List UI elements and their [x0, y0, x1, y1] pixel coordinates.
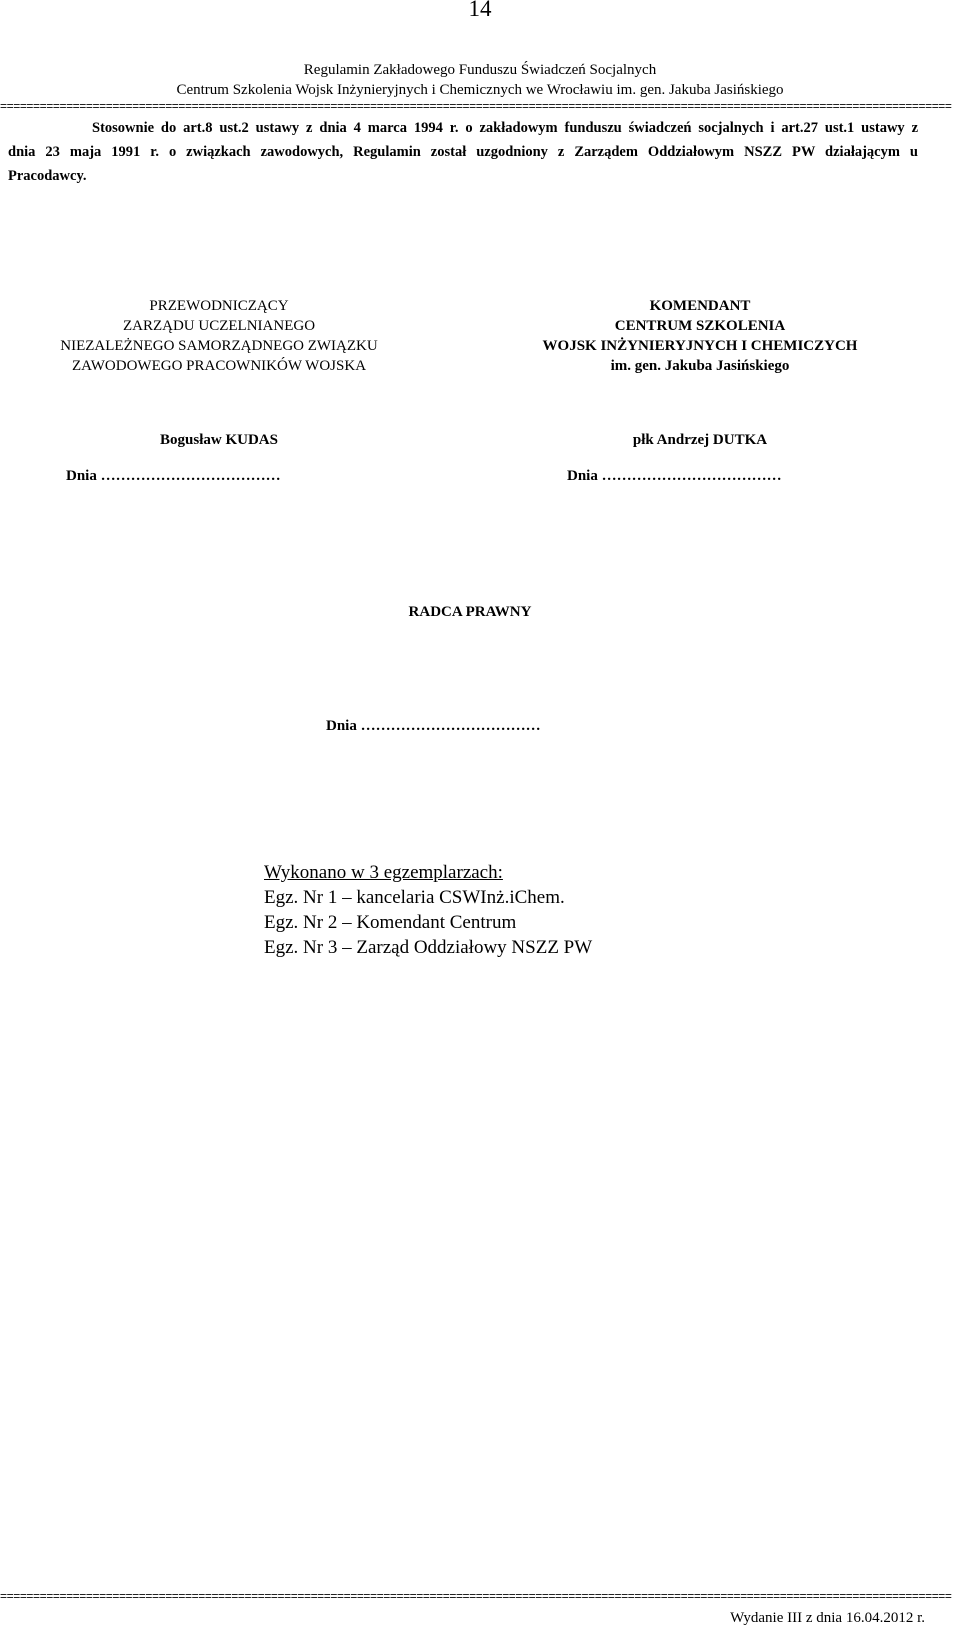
commandant-date-field: Dnia ……………………………… [567, 468, 782, 484]
union-chairman-block [0, 296, 438, 376]
union-title-line-1: PRZEWODNICZĄCY [149, 298, 289, 314]
header-title: Regulamin Zakładowego Funduszu Świadczeń Socjalnych [303, 62, 657, 78]
copy-item-3: Egz. Nr 3 – Zarząd Oddziałowy NSZZ PW [264, 937, 593, 958]
union-title-line-3: NIEZALEŻNEGO SAMORZĄDNEGO ZWIĄZKU [60, 338, 378, 354]
commandant-title-line-1: KOMENDANT [649, 298, 751, 314]
union-title-line-4: ZAWODOWEGO PRACOWNIKÓW WOJSKA [71, 358, 367, 374]
copy-item-2: Egz. Nr 2 – Komendant Centrum [264, 912, 517, 933]
union-title-line-2: ZARZĄDU UCZELNIANEGO [122, 318, 316, 334]
header-separator: ================================================================================================================================================ [0, 100, 952, 112]
commandant-name: płk Andrzej DUTKA [632, 432, 768, 448]
footer-separator: ================================================================================================================================================ [0, 1590, 952, 1602]
page-number: 14 [468, 0, 492, 21]
commandant-title-line-2: CENTRUM SZKOLENIA [614, 318, 786, 334]
copies-title: Wykonano w 3 egzemplarzach: [264, 862, 503, 883]
legal-counsel-date-field: Dnia ……………………………… [326, 718, 541, 734]
intro-paragraph: Stosownie do art.8 ust.2 ustawy z dnia 4 marca 1994 r. o zakładowym funduszu świadczeń socjalnych i art.27 ust.1 ustawy z dnia 23 maja 1991 r. o związkach zawodowych, Regulamin został uzgodniony z Zarządem Oddziałowym NSZZ PW działającym u Pracodawcy. [8, 120, 918, 184]
union-chairman-name: Bogusław KUDAS [160, 432, 278, 448]
commandant-title-line-4: im. gen. Jakuba Jasińskiego [610, 358, 790, 374]
union-chairman-date-field: Dnia ……………………………… [66, 468, 281, 484]
commandant-title-line-3: WOJSK INŻYNIERYJNYCH I CHEMICZYCH [542, 338, 858, 354]
copies-list [264, 860, 592, 960]
header-institution: Centrum Szkolenia Wojsk Inżynieryjnych i Chemicznych we Wrocławiu im. gen. Jakuba Jasińskiego [176, 82, 784, 98]
edition-info: Wydanie III z dnia 16.04.2012 r. [730, 1610, 925, 1626]
legal-counsel-title: RADCA PRAWNY [408, 604, 532, 620]
copy-item-1: Egz. Nr 1 – kancelaria CSWInż.iChem. [264, 887, 565, 908]
commandant-block [500, 296, 900, 376]
